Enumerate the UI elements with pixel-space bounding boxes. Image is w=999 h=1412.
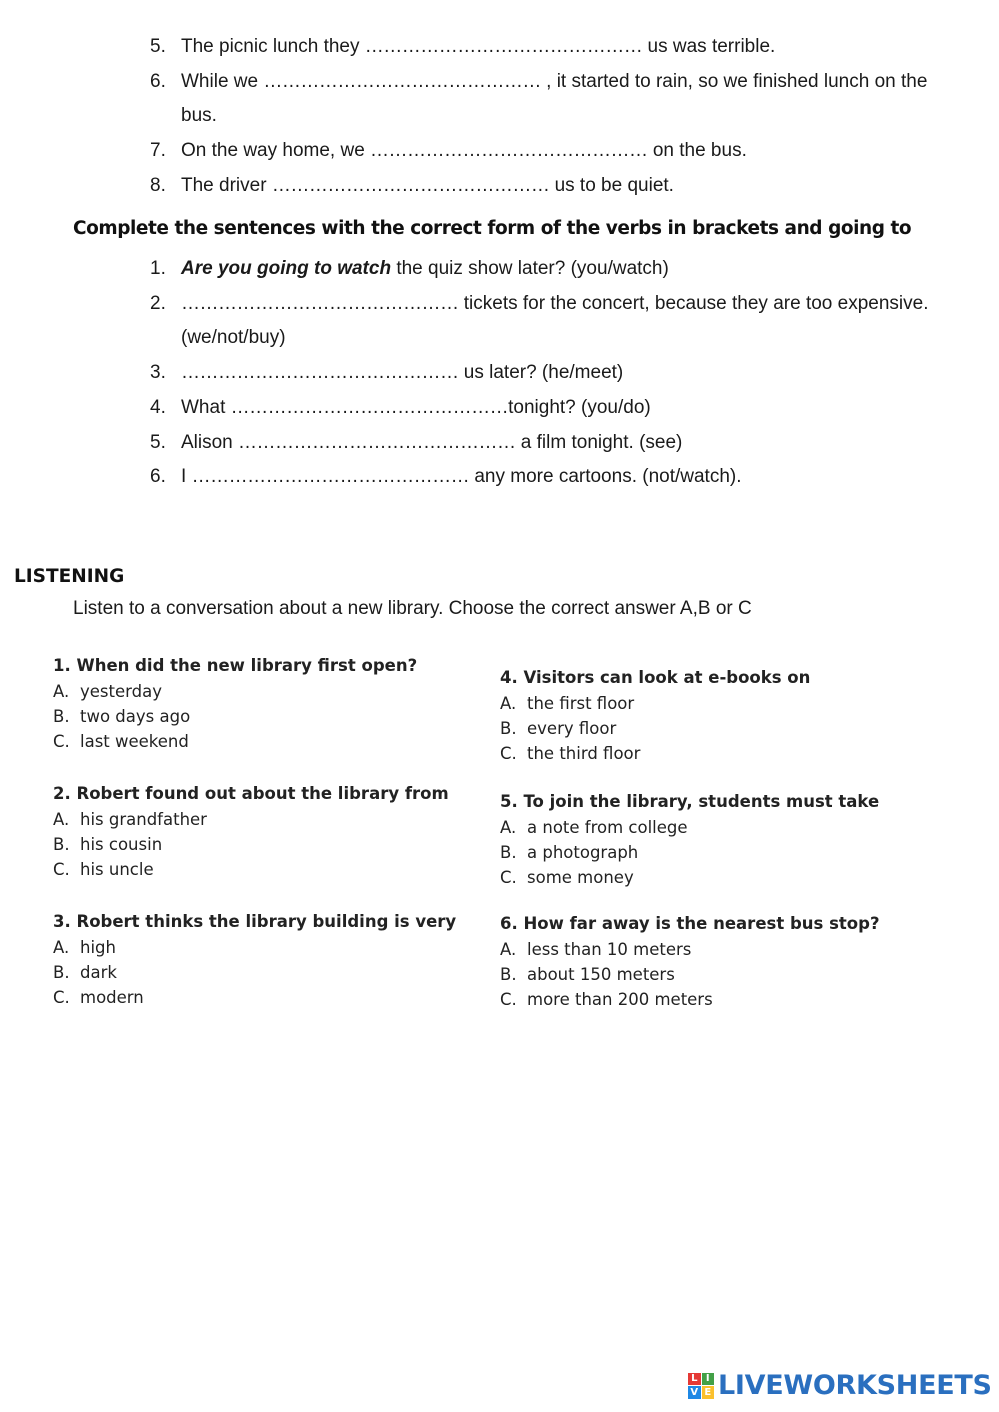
option-a[interactable]: A. yesterday bbox=[53, 682, 162, 701]
list-item: 6. I ……………………………………… any more cartoons. (not/watch). bbox=[150, 466, 742, 488]
option-a[interactable]: A. his grandfather bbox=[53, 810, 207, 829]
option-b[interactable]: B. two days ago bbox=[53, 707, 191, 726]
option-b[interactable]: B. every floor bbox=[500, 719, 617, 738]
option-a[interactable]: A. a note from college bbox=[500, 818, 688, 837]
option-c[interactable]: C. his uncle bbox=[53, 860, 154, 879]
list-item: 3. ……………………………………… us later? (he/meet) bbox=[150, 362, 624, 384]
answer-blank[interactable]: ……………………………………… bbox=[271, 174, 550, 196]
option-c[interactable]: C. the third floor bbox=[500, 744, 641, 763]
option-c[interactable]: C. last weekend bbox=[53, 732, 189, 751]
exercise2-heading: Complete the sentences with the correct form of the verbs in brackets and going to bbox=[73, 218, 912, 239]
logo-text: LIVEWORKSHEETS bbox=[718, 1370, 992, 1401]
list-item-example: 1. Are you going to watch the quiz show later? (you/watch) bbox=[150, 258, 669, 279]
liveworksheets-logo bbox=[688, 1370, 992, 1401]
question-1: 1. When did the new library first open? A. yesterday B. two days ago C. last weekend bbox=[53, 653, 417, 754]
listening-title: LISTENING bbox=[14, 566, 125, 587]
question-5: 5. To join the library, students must take A. a note from college B. a photograph C. some money bbox=[500, 789, 879, 890]
list-item: 8. The driver ……………………………………… us to be quiet. bbox=[150, 174, 674, 196]
example-answer: Are you going to watch bbox=[181, 258, 392, 279]
logo-mark-icon: L I V E bbox=[688, 1373, 714, 1399]
answer-blank[interactable]: ……………………………………… bbox=[230, 396, 509, 418]
option-a[interactable]: A. the first floor bbox=[500, 694, 635, 713]
exercise1-list bbox=[150, 30, 940, 204]
question-3: 3. Robert thinks the library building is very A. high B. dark C. modern bbox=[53, 909, 456, 1010]
answer-blank[interactable]: ……………………………………… bbox=[364, 36, 643, 57]
option-b[interactable]: B. about 150 meters bbox=[500, 965, 675, 984]
listening-instructions: Listen to a conversation about a new library. Choose the correct answer A,B or C bbox=[73, 598, 752, 619]
option-c[interactable]: C. modern bbox=[53, 988, 144, 1007]
answer-blank[interactable]: ……………………………………… bbox=[181, 292, 459, 314]
option-b[interactable]: B. his cousin bbox=[53, 835, 163, 854]
option-c[interactable]: C. some money bbox=[500, 868, 634, 887]
list-item: 5. Alison ……………………………………… a film tonight. (see) bbox=[150, 431, 683, 453]
list-item: 4. What ………………………………………tonight? (you/do) bbox=[150, 396, 651, 418]
list-item: 2. ……………………………………… tickets for the concert, because they are too expensive. (we/not/buy) bbox=[150, 292, 929, 349]
option-a[interactable]: A. less than 10 meters bbox=[500, 940, 692, 959]
list-item: 5. The picnic lunch they ……………………………………… us was terrible. bbox=[150, 36, 776, 57]
option-c[interactable]: C. more than 200 meters bbox=[500, 990, 713, 1009]
option-a[interactable]: A. high bbox=[53, 938, 116, 957]
question-2: 2. Robert found out about the library from A. his grandfather B. his cousin C. his uncle bbox=[53, 781, 449, 882]
option-b[interactable]: B. dark bbox=[53, 963, 117, 982]
exercise2-list bbox=[150, 252, 940, 495]
list-item: 6. While we ……………………………………… , it started to rain, so we finished lunch on the bus. bbox=[150, 70, 928, 127]
answer-blank[interactable]: ……………………………………… bbox=[191, 466, 470, 488]
answer-blank[interactable]: ……………………………………… bbox=[263, 70, 541, 92]
answer-blank[interactable]: ……………………………………… bbox=[238, 431, 516, 453]
question-4: 4. Visitors can look at e-books on A. the first floor B. every floor C. the third floor bbox=[500, 665, 810, 766]
question-6: 6. How far away is the nearest bus stop? A. less than 10 meters B. about 150 meters C. more than 200 meters bbox=[500, 911, 880, 1012]
option-b[interactable]: B. a photograph bbox=[500, 843, 639, 862]
list-item: 7. On the way home, we ……………………………………… on the bus. bbox=[150, 140, 747, 162]
answer-blank[interactable]: ……………………………………… bbox=[181, 362, 459, 384]
answer-blank[interactable]: ……………………………………… bbox=[370, 140, 648, 162]
